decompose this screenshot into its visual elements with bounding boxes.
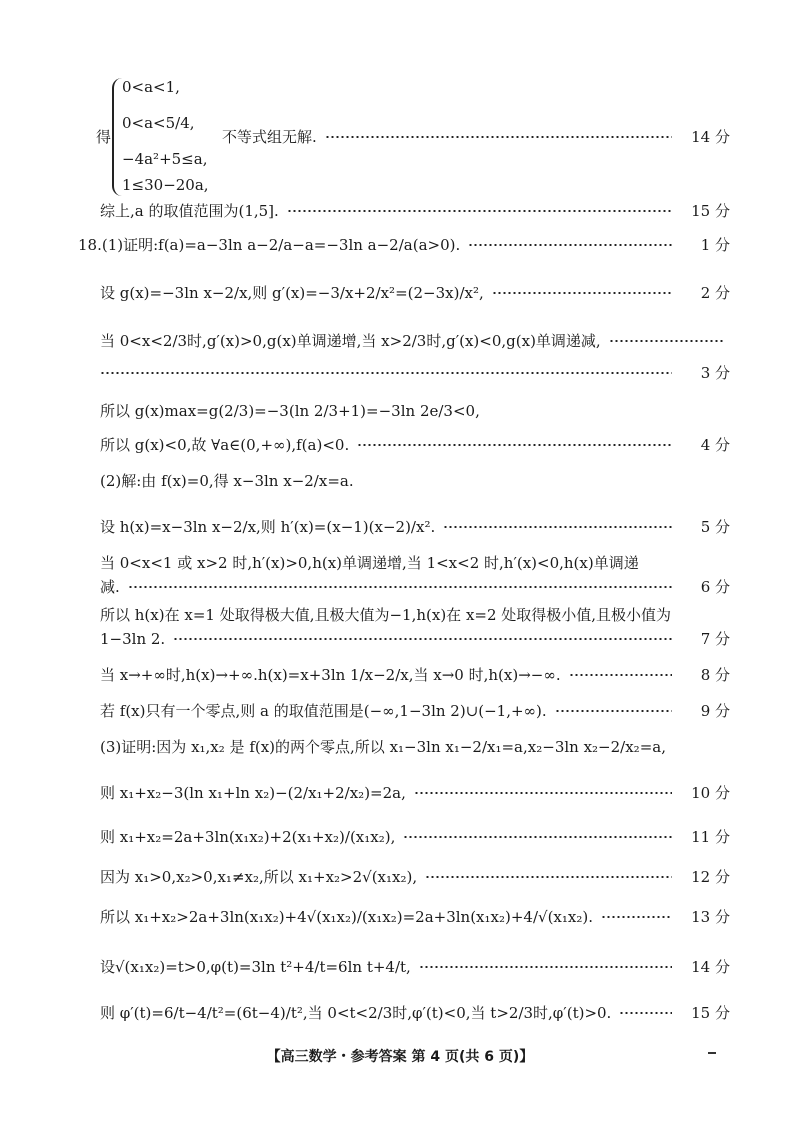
line-text: 所以 h(x)在 x=1 处取得极大值,且极大值为−1,h(x)在 x=2 处取得极小值,且极小值为 <box>100 606 672 624</box>
leader-dots <box>609 340 724 342</box>
solution-line <box>100 330 730 351</box>
solution-line <box>100 200 730 221</box>
system-conclusion-row <box>222 126 730 147</box>
score-label: 5 分 <box>700 518 730 536</box>
line-text: 当 0<x<2/3时,g′(x)>0,g(x)单调递增,当 x>2/3时,g′(x)<0,g(x)单调递减, <box>100 332 601 350</box>
line-text: 1−3ln 2. <box>100 629 166 648</box>
line-text: 减. <box>100 578 120 596</box>
score-label: 2 分 <box>700 284 730 302</box>
system-line-4: 1≤30−20a, <box>122 176 209 194</box>
solution-line <box>100 604 730 625</box>
leader-dots <box>325 136 672 138</box>
line-text: 则 φ′(t)=6/t−4/t²=(6t−4)/t²,当 0<t<2/3时,φ′(t)<0,当 t>2/3时,φ′(t)>0. <box>100 1004 612 1022</box>
score-label: 14 分 <box>691 128 730 146</box>
score-label: 15 分 <box>691 1004 730 1022</box>
score-label: 7 分 <box>700 630 730 648</box>
solution-line <box>100 866 730 887</box>
system-line-2: 0<a<5/4, <box>122 114 195 132</box>
score-label: 12 分 <box>691 868 730 886</box>
leader-dots <box>443 526 672 528</box>
solution-line <box>100 470 700 491</box>
leader-dots <box>357 444 672 446</box>
line-text: 因为 x₁>0,x₂>0,x₁≠x₂,所以 x₁+x₂>2√(x₁x₂), <box>100 868 418 886</box>
score-label: 15 分 <box>691 202 730 220</box>
solution-line <box>100 700 730 721</box>
system-prefix: 得 <box>96 128 112 146</box>
system-conclusion: 不等式组无解. <box>222 128 317 146</box>
score-label: 3 分 <box>700 364 730 382</box>
leader-dots <box>619 1012 672 1014</box>
score-label: 1 分 <box>700 236 730 254</box>
system-line-1: 0<a<1, <box>122 78 180 96</box>
line-text: 综上,a 的取值范围为(1,5]. <box>100 202 279 220</box>
score-label: 4 分 <box>700 436 730 454</box>
solution-line <box>78 234 730 255</box>
score-label: 9 分 <box>700 702 730 720</box>
line-text: 则 x₁+x₂=2a+3ln(x₁x₂)+2(x₁+x₂)/(x₁x₂), <box>100 828 396 846</box>
line-text: 设 h(x)=x−3ln x−2/x,则 h′(x)=(x−1)(x−2)/x². <box>100 518 436 536</box>
line-text: (3)证明:因为 x₁,x₂ 是 f(x)的两个零点,所以 x₁−3ln x₁−2/x₁=a,x₂−3ln x₂−2/x₂=a, <box>100 738 666 756</box>
leader-dots <box>492 292 672 294</box>
leader-dots <box>468 244 672 246</box>
line-text: 设 g(x)=−3ln x−2/x,则 g′(x)=−3/x+2/x²=(2−3x)/x², <box>100 284 484 302</box>
leader-dots <box>425 876 672 878</box>
solution-line <box>100 516 730 537</box>
line-text: 若 f(x)只有一个零点,则 a 的取值范围是(−∞,1−3ln 2)∪(−1,+∞). <box>100 702 547 720</box>
solution-line <box>100 282 730 303</box>
solution-line <box>100 826 730 847</box>
leader-dots <box>287 210 672 212</box>
leader-dots <box>601 916 672 918</box>
leader-dots <box>100 372 672 374</box>
line-text: 则 x₁+x₂−3(ln x₁+ln x₂)−(2/x₁+2/x₂)=2a, <box>100 784 406 802</box>
line-text: 当 0<x<1 或 x>2 时,h′(x)>0,h(x)单调递增,当 1<x<2 时,h′(x)<0,h(x)单调递 <box>100 554 639 572</box>
score-label: 13 分 <box>691 908 730 926</box>
solution-line <box>100 664 730 685</box>
solution-line <box>100 782 730 803</box>
line-text: 所以 x₁+x₂>2a+3ln(x₁x₂)+4√(x₁x₂)/(x₁x₂)=2a+3ln(x₁x₂)+4/√(x₁x₂). <box>100 908 593 926</box>
score-label: 10 分 <box>691 784 730 802</box>
leader-dots <box>569 674 672 676</box>
solution-line <box>100 956 730 977</box>
solution-line <box>100 906 730 927</box>
score-label: 14 分 <box>691 958 730 976</box>
page-footer: 【高三数学・参考答案 第 4 页(共 6 页)】 <box>266 1049 534 1065</box>
line-text: (2)解:由 f(x)=0,得 x−3ln x−2/x=a. <box>100 472 354 490</box>
solution-line <box>100 434 730 455</box>
leader-dots <box>555 710 672 712</box>
score-label: 11 分 <box>691 828 730 846</box>
solution-line <box>100 362 730 383</box>
solution-line <box>100 576 730 597</box>
line-text: 设√(x₁x₂)=t>0,φ(t)=3ln t²+4/t=6ln t+4/t, <box>100 958 411 976</box>
score-label: 6 分 <box>700 578 730 596</box>
leader-dots <box>403 836 672 838</box>
solution-line <box>100 552 730 573</box>
line-text: 所以 g(x)<0,故 ∀a∈(0,+∞),f(a)<0. <box>100 436 350 454</box>
leader-dots <box>414 792 672 794</box>
line-text: 所以 g(x)max=g(2/3)=−3(ln 2/3+1)=−3ln 2e/3<0, <box>100 402 480 420</box>
leader-dots <box>173 638 672 640</box>
leader-dots <box>419 966 672 968</box>
corner-mark <box>708 1052 716 1054</box>
solution-line <box>100 1002 730 1023</box>
solution-line <box>100 736 730 757</box>
solution-line <box>100 400 700 421</box>
line-text: 当 x→+∞时,h(x)→+∞.h(x)=x+3ln 1/x−2/x,当 x→0 时,h(x)→−∞. <box>100 666 561 684</box>
leader-dots <box>128 586 672 588</box>
system-line-3: −4a²+5≤a, <box>122 150 208 168</box>
line-text: 18.(1)证明:f(a)=a−3ln a−2/a−a=−3ln a−2/a(a>0). <box>78 236 461 254</box>
score-label: 8 分 <box>700 666 730 684</box>
solution-line <box>100 628 730 649</box>
